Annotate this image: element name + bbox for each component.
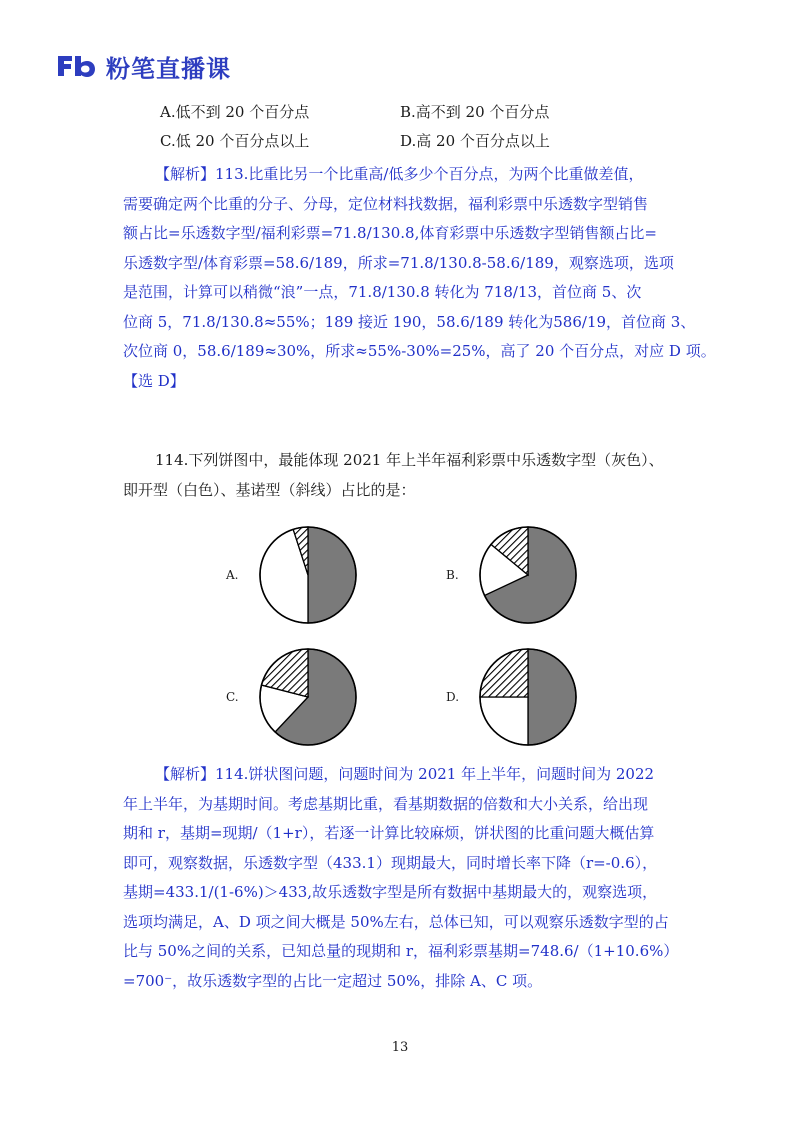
analysis-line: 是范围，计算可以稍微“浪”一点，71.8/130.8 转化为 718/13，首位商 5、次 <box>123 283 642 301</box>
answer-options <box>160 98 720 156</box>
pie-slice-gray <box>528 649 576 745</box>
pie-label: C. <box>226 690 239 704</box>
pie-chart-a <box>256 523 360 627</box>
answer-line: 【选 D】 <box>123 371 185 390</box>
analysis-line: 期和 r，基期=现期/（1+r），若逐一计算比较麻烦，饼状图的比重问题大概估算 <box>123 824 655 842</box>
pie-chart-d <box>476 645 580 749</box>
analysis-113 <box>123 160 716 396</box>
analysis-line: 年上半年，为基期时间。考虑基期比重，看基期数据的倍数和大小关系，给出现 <box>123 794 649 813</box>
analysis-line: 次位商 0，58.6/189≈30%，所求≈55%-30%=25%，高了 20 个百分点，对应 D 项。 <box>123 342 716 360</box>
brand-name: 粉笔直播课 <box>106 54 231 83</box>
analysis-line: 基期=433.1/(1-6%)＞433,故乐透数字型是所有数据中基期最大的，观察选项， <box>123 883 658 901</box>
analysis-line: 即可，观察数据，乐透数字型（433.1）现期最大，同时增长率下降（r=-0.6）， <box>123 853 658 872</box>
question-line: 114.下列饼图中，最能体现 2021 年上半年福利彩票中乐透数字型（灰色）、 <box>155 451 664 469</box>
analysis-line: 选项均满足，A、D 项之间大概是 50%左右，总体已知，可以观察乐透数字型的占 <box>123 912 669 931</box>
pie-chart-b <box>476 523 580 627</box>
pie-chart-c <box>256 645 360 749</box>
question-114 <box>123 446 703 505</box>
pie-label: B. <box>446 568 459 582</box>
analysis-line: 位商 5，71.8/130.8≈55%；189 接近 190，58.6/189 转化为586/19，首位商 3、 <box>123 312 696 331</box>
analysis-line: =700⁻，故乐透数字型的占比一定超过 50%，排除 A、C 项。 <box>123 971 543 990</box>
analysis-line: 【解析】114.饼状图问题，问题时间为 2021 年上半年，问题时间为 2022 <box>155 765 655 783</box>
fb-logo-icon <box>56 53 96 79</box>
analysis-line: 额占比=乐透数字型/福利彩票=71.8/130.8,体育彩票中乐透数字型销售额占比= <box>123 224 657 242</box>
pie-option-b[interactable] <box>446 523 580 627</box>
analysis-line: 【解析】113.比重比另一个比重高/低多少个百分点，为两个比重做差值， <box>155 165 644 183</box>
analysis-line: 乐透数字型/体育彩票=58.6/189，所求=71.8/130.8-58.6/189，观察选项，选项 <box>123 253 674 272</box>
analysis-line: 需要确定两个比重的分子、分母，定位材料找数据，福利彩票中乐透数字型销售 <box>123 194 649 213</box>
pie-option-a[interactable] <box>226 523 360 627</box>
pie-slice-gray <box>308 527 356 623</box>
option-b[interactable]: B.高不到 20 个百分点 <box>400 103 550 121</box>
option-a[interactable]: A.低不到 20 个百分点 <box>160 103 310 121</box>
analysis-114 <box>123 760 703 996</box>
pie-label: A. <box>226 568 239 582</box>
brand-logo <box>56 50 231 82</box>
option-d[interactable]: D.高 20 个百分点以上 <box>400 132 550 150</box>
page-number: 13 <box>391 1040 409 1055</box>
pie-option-d[interactable] <box>446 645 580 749</box>
option-c[interactable]: C.低 20 个百分点以上 <box>160 132 310 150</box>
pie-option-c[interactable] <box>226 645 360 749</box>
analysis-line: 比与 50%之间的关系，已知总量的现期和 r，福利彩票基期=748.6/（1+10.6%） <box>123 942 679 960</box>
question-line: 即开型（白色）、基诺型（斜线）占比的是： <box>123 480 416 499</box>
pie-label: D. <box>446 690 460 704</box>
